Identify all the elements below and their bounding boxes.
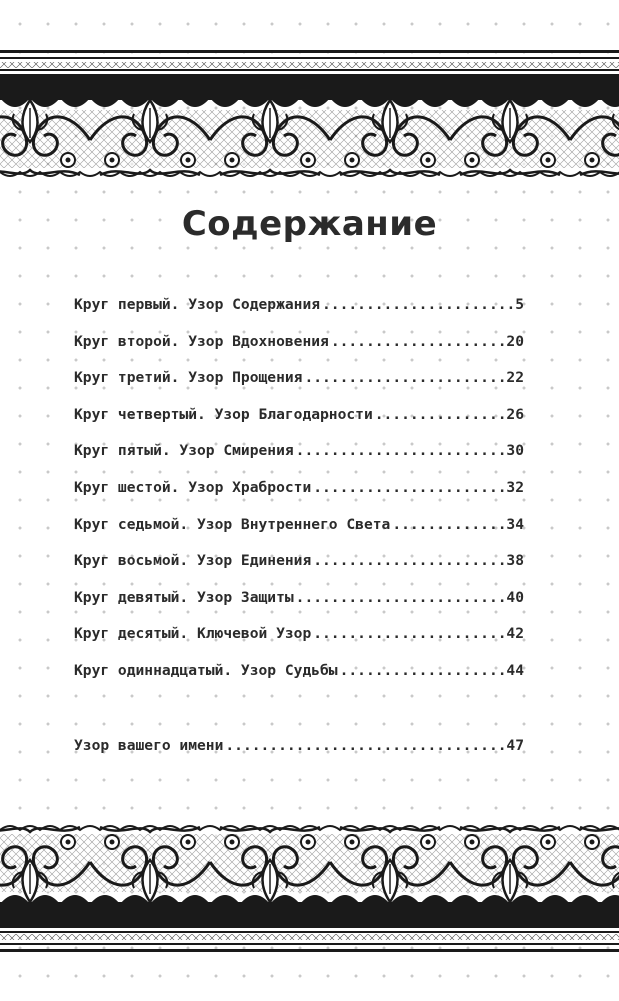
dot-leader [340,662,505,679]
toc-entry[interactable] [74,296,524,333]
toc-entry[interactable] [74,369,524,406]
toc-entry-page: 20 [506,332,524,350]
toc-extra [74,737,524,774]
lace-ornament-top [0,40,619,180]
dot-leader [322,296,513,313]
toc-entry-label: Круг девятый. Узор Защиты [74,588,294,606]
toc-entry-page: 26 [506,405,524,423]
toc-entry-label: Круг пятый. Узор Смирения [74,442,294,460]
toc-entry-page: 38 [506,552,524,570]
dot-leader [392,516,504,533]
dot-leader [296,589,505,606]
toc-entry-page: 44 [506,661,524,679]
dot-leader [225,737,504,754]
dot-leader [313,479,504,496]
toc-entry-label: Круг шестой. Узор Храбрости [74,478,312,496]
toc-entry-name-pattern[interactable] [74,737,524,774]
dot-leader [313,552,504,569]
toc-entry-label: Круг восьмой. Узор Единения [74,552,312,570]
lace-border-bottom [0,822,619,962]
dot-leader [304,369,504,386]
toc-list [74,296,524,699]
toc-entry-page: 32 [506,478,524,496]
toc-entry[interactable] [74,552,524,589]
dot-leader [313,625,504,642]
toc-entry[interactable] [74,479,524,516]
toc-entry-page: 34 [506,515,524,533]
toc-entry[interactable] [74,662,524,699]
toc-entry[interactable] [74,589,524,626]
toc-entry[interactable] [74,442,524,479]
toc-entry-label: Круг второй. Узор Вдохновения [74,332,329,350]
toc-entry-page: 30 [506,442,524,460]
toc-entry[interactable] [74,333,524,370]
toc-entry-page: 5 [515,296,524,313]
toc-entry-page: 40 [506,588,524,606]
toc-entry-label: Круг десятый. Ключевой Узор [74,625,312,643]
toc-entry-label: Круг одиннадцатый. Узор Судьбы [74,661,338,679]
toc-entry-page: 42 [506,625,524,643]
page-title: Содержание [181,204,438,244]
toc-entry-label: Круг четвертый. Узор Благодарности [74,405,373,423]
toc-entry-page: 47 [506,737,524,754]
dot-leader [296,442,505,459]
toc-entry[interactable] [74,516,524,553]
toc-entry-label: Круг первый. Узор Содержания [74,296,321,313]
toc-entry-page: 22 [506,369,524,387]
toc-entry-label: Круг третий. Узор Прощения [74,369,303,387]
toc-entry-label: Узор вашего имени [74,737,224,754]
dot-leader [375,406,505,423]
dot-leader [331,333,505,350]
lace-border-top [0,40,619,180]
toc-entry-label: Круг седьмой. Узор Внутреннего Света [74,515,391,533]
lace-ornament-bottom [0,822,619,962]
toc-entry[interactable] [74,625,524,662]
toc-entry[interactable] [74,406,524,443]
